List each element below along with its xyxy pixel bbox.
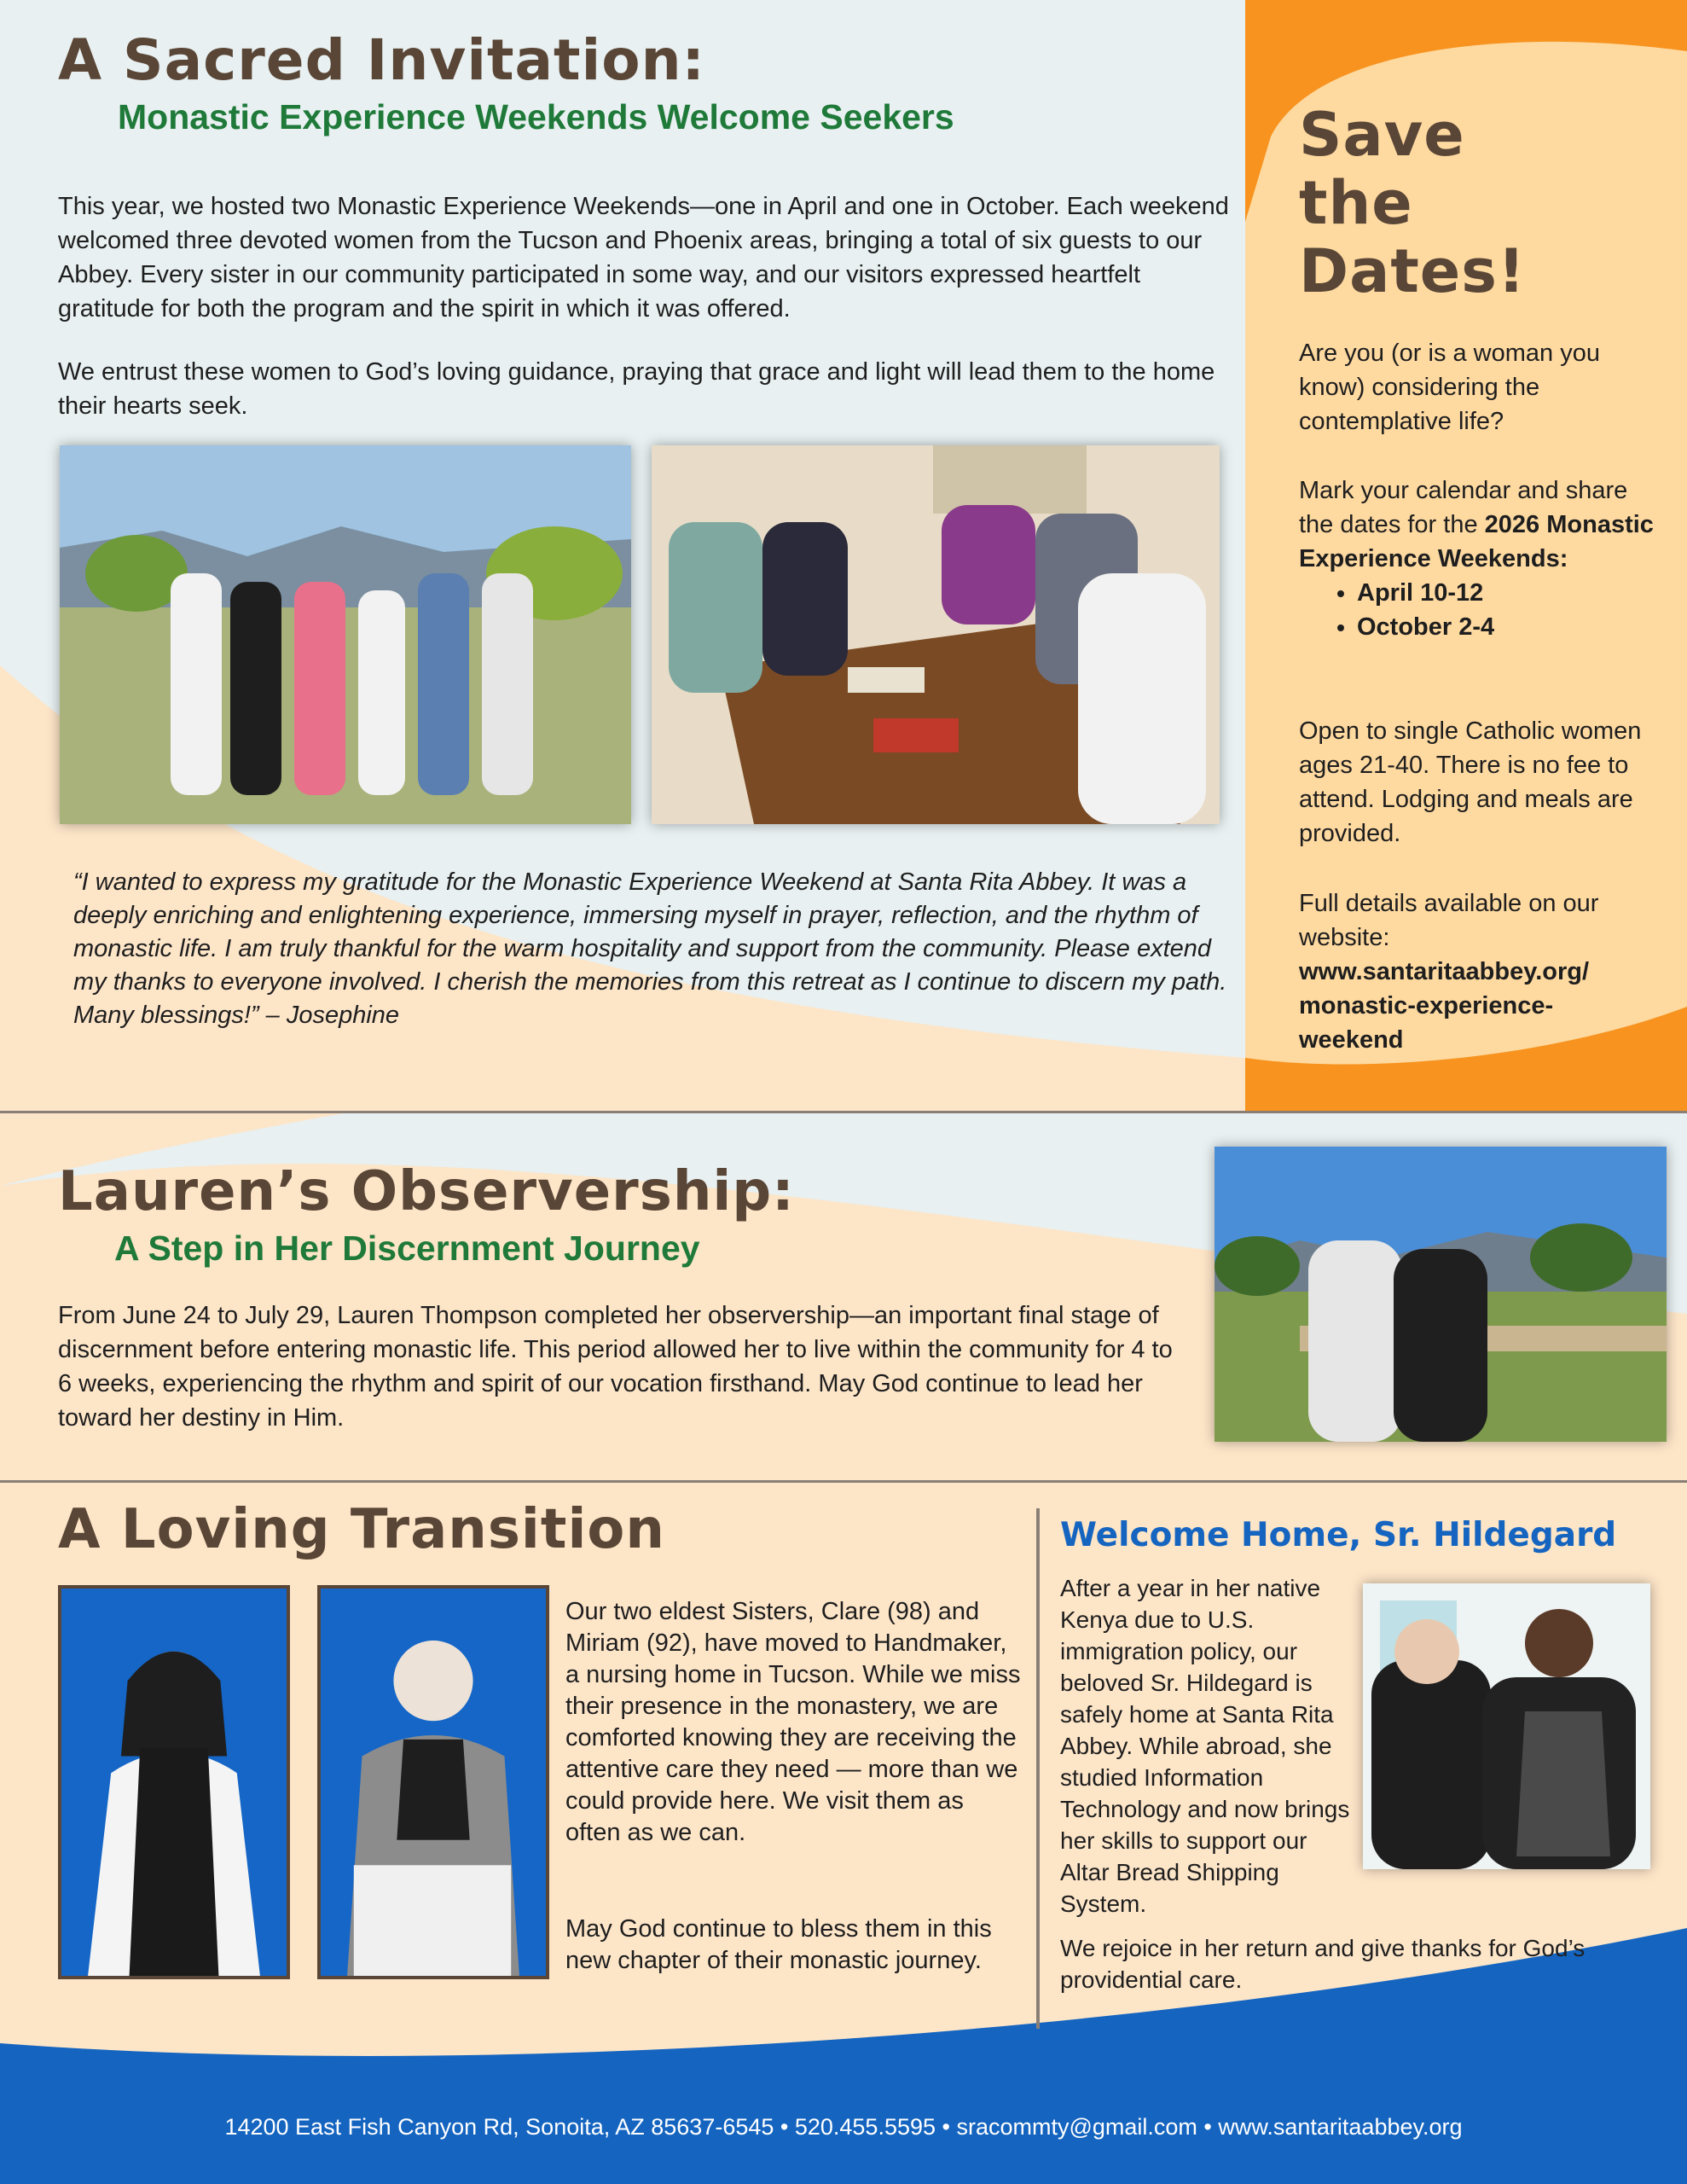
lauren-title: Lauren’s Observership: [58,1160,795,1223]
invitation-subtitle: Monastic Experience Weekends Welcome Seekers [118,97,954,136]
footer-contact: 14200 East Fish Canyon Rd, Sonoita, AZ 85637-6545 • 520.455.5595 • sracommty@gmail.com • www.santaritaabbey.org [224,2114,1463,2140]
hildegard-paragraph-1: After a year in her native Kenya due to U.S. immigration policy, our beloved Sr. Hildegard is safely home at Santa Rita Abbey. While abroad, she studied Information Technology and now brings her skills to support our Altar Bread Shipping System. [1060,1575,1350,1917]
transition-paragraph-2: May God continue to bless them in this new chapter of their monastic journey. [565,1915,992,1974]
group-photo-outdoors [60,445,631,824]
invitation-paragraph-2: We entrust these women to God’s loving guidance, praying that grace and light will lead them to the home their hearts seek. [58,358,1215,420]
hildegard-title: Welcome Home, Sr. Hildegard [1060,1516,1617,1554]
save-dates-intro: Mark your calendar and share the dates for the [1299,477,1628,538]
save-dates-title-line: Dates! [1299,236,1526,306]
transition-paragraph-1: Our two eldest Sisters, Clare (98) and Miriam (92), have moved to Handmaker, a nursing home in Tucson. While we miss their presence in the monastery, we are comforted knowing they are receiving the attentive care they need — more than we could provide here. We visit them as often as we can. [565,1598,1021,1846]
lauren-body: From June 24 to July 29, Lauren Thompson completed her observership—an important final stage of discernment before entering monastic life. This period allowed her to live within the community for 4 to 6 weeks, experiencing the rhythm and spirit of our vocation firsthand. May God continue to lead her toward her destiny in Him. [58,1302,1173,1432]
save-dates-title-line: the [1299,168,1413,238]
sister-clare-photo [58,1585,290,1979]
date-item-october: • October 2-4 [1357,610,1657,644]
hildegard-photo [1363,1583,1650,1869]
website-link-line[interactable]: weekend [1299,1026,1404,1054]
lauren-subtitle: A Step in Her Discernment Journey [114,1228,700,1268]
date-item-april: • April 10-12 [1357,576,1657,610]
column-divider [1036,1508,1040,2029]
testimonial-quote: “I wanted to express my gratitude for the Monastic Experience Weekend at Santa Rita Abbey. It was a deeply enriching and enlightening experience, immersing myself in prayer, reflection, and the rhythm of monastic life. I am truly thankful for the warm hospitality and support from the community. Please extend my thanks to everyone involved. I cherish the memories from this retreat as I continue to discern my path. Many blessings!” – Josephine [73,868,1227,1029]
save-dates-eligibility: Open to single Catholic women ages 21-40. There is no fee to attend. Lodging and meals are provided. [1299,717,1642,847]
section-divider [0,1111,1687,1113]
save-dates-calendar [1299,473,1657,644]
website-link[interactable] [1299,955,1657,1057]
website-link-line[interactable]: www.santaritaabbey.org/ [1299,958,1590,985]
transition-title: A Loving Transition [58,1498,665,1561]
section-divider [0,1480,1687,1483]
website-link-line[interactable]: monastic-experience- [1299,992,1554,1019]
save-dates-program: 2026 Monastic Experience Weekends: [1299,511,1654,572]
save-dates-title-line: Save [1299,100,1465,170]
group-photo-indoors [652,445,1220,824]
hildegard-paragraph-2: We rejoice in her return and give thanks for God’s providential care. [1060,1935,1586,1993]
dates-list [1299,576,1657,644]
invitation-title: A Sacred Invitation: [58,27,705,93]
save-dates-details: Full details available on our website: [1299,890,1599,951]
invitation-paragraph-1: This year, we hosted two Monastic Experience Weekends—one in April and one in October. Each weekend welcomed three devoted women from the Tucson and Phoenix areas, bringing a total of six guests to our Abbey. Every sister in our community participated in some way, and our visitors expressed heartfelt gratitude for both the program and the spirit in which it was offered. [58,193,1229,322]
save-dates-question: Are you (or is a woman you know) considering the contemplative life? [1299,340,1600,435]
lauren-photo [1215,1147,1667,1442]
save-dates-title [1299,101,1526,305]
sister-miriam-photo [317,1585,549,1979]
